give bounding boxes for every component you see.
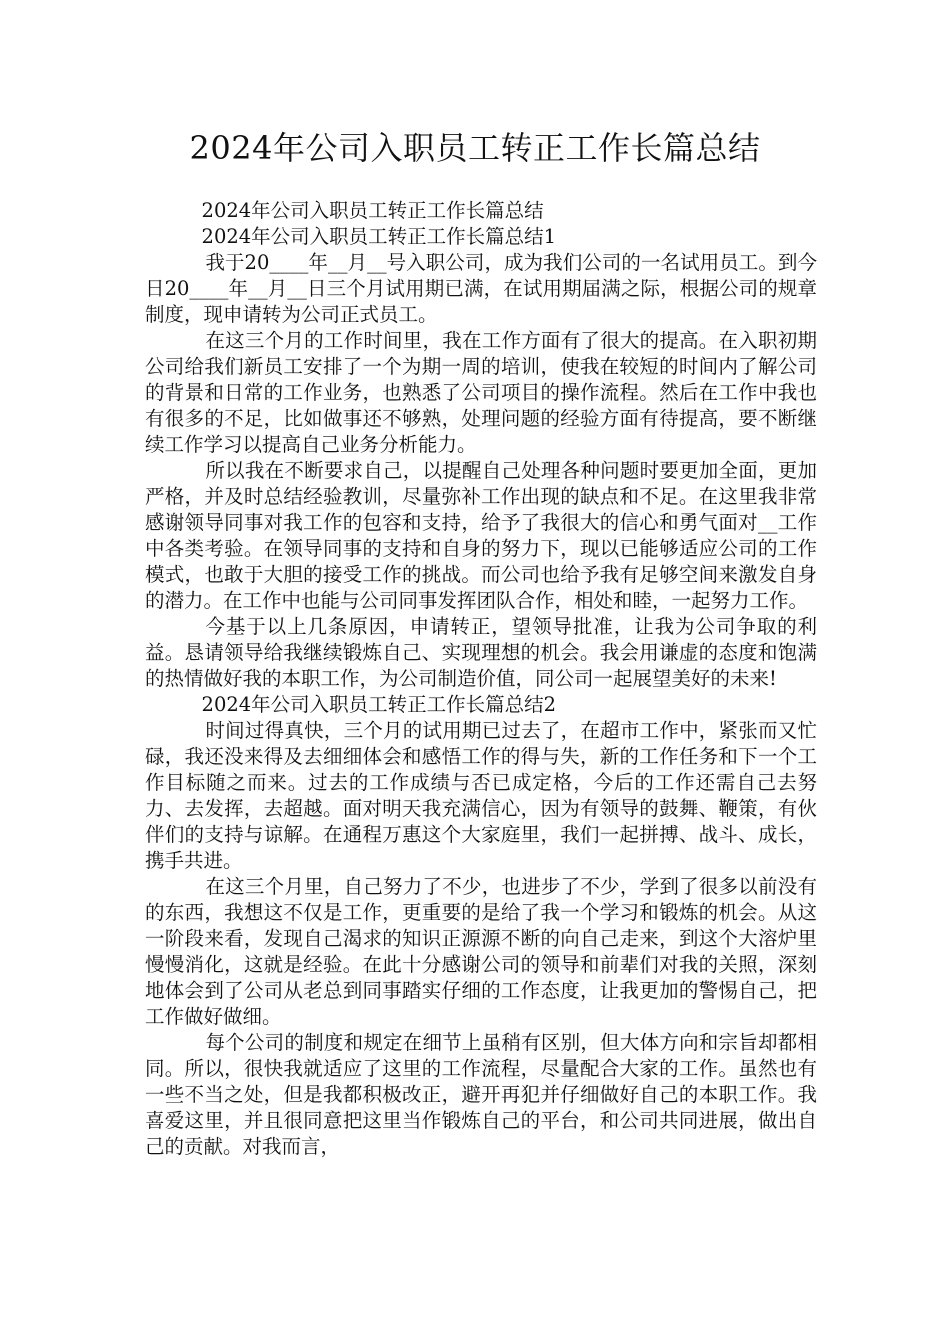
section-2-paragraph: 时间过得真快，三个月的试用期已过去了，在超市工作中，紧张而又忙碌，我还没来得及去细细体会和感悟工作的得与失，新的工作任务和下一个工作目标随之而来。过去的工作成绩与否已成定格，今后的工作还需自己去努力、去发挥，去超越。面对明天我充满信心，因为有领导的鼓舞、鞭策，有伙伴们的支持与谅解。在通程万惠这个大家庭里，我们一起拼搏、战斗、成长，携手共进。 xyxy=(145,719,817,872)
section-1-paragraph: 在这三个月的工作时间里，我在工作方面有了很大的提高。在入职初期公司给我们新员工安排了一个为期一周的培训，使我在较短的时间内了解公司的背景和日常的工作业务，也熟悉了公司项目的操作流程。然后在工作中我也有很多的不足，比如做事还不够熟，处理问题的经验方面有待提高，要不断继续工作学习以提高自己业务分析能力。 xyxy=(145,329,817,456)
section-1-paragraph: 今基于以上几条原因，申请转正，望领导批准，让我为公司争取的利益。恳请领导给我继续锻炼自己、实现理想的机会。我会用谦虚的态度和饱满的热情做好我的本职工作，为公司制造价值，同公司一起展望美好的未来! xyxy=(145,615,817,690)
section-2-paragraph: 每个公司的制度和规定在细节上虽稍有区别，但大体方向和宗旨却都相同。所以，很快我就适应了这里的工作流程，尽量配合大家的工作。虽然也有一些不当之处，但是我都积极改正，避开再犯并仔细做好自己的本职工作。我喜爱这里，并且很同意把这里当作锻炼自己的平台，和公司共同进展，做出自己的贡献。对我而言， xyxy=(145,1031,817,1158)
section-1-heading: 2024年公司入职员工转正工作长篇总结1 xyxy=(201,225,557,248)
document-subtitle: 2024年公司入职员工转正工作长篇总结 xyxy=(201,199,544,222)
section-1-paragraph: 所以我在不断要求自己，以提醒自己处理各种问题时要更加全面，更加严格，并及时总结经验教训，尽量弥补工作出现的缺点和不足。在这里我非常感谢领导同事对我工作的包容和支持，给予了我很大的信心和勇气面对__工作中各类考验。在领导同事的支持和自身的努力下，现以已能够适应公司的工作模式，也敢于大胆的接受工作的挑战。而公司也给予我有足够空间来激发自身的潜力。在工作中也能与公司同事发挥团队合作，相处和睦，一起努力工作。 xyxy=(145,459,817,612)
section-2-paragraph: 在这三个月里，自己努力了不少，也进步了不少，学到了很多以前没有的东西，我想这不仅是工作，更重要的是给了我一个学习和锻炼的机会。从这一阶段来看，发现自己渴求的知识正源源不断的向自己走来，到这个大溶炉里慢慢消化，这就是经验。在此十分感谢公司的领导和前辈们对我的关照，深刻地体会到了公司从老总到同事踏实仔细的工作态度，让我更加的警惕自己，把工作做好做细。 xyxy=(145,875,817,1028)
section-2-heading: 2024年公司入职员工转正工作长篇总结2 xyxy=(201,693,557,716)
document-title: 2024年公司入职员工转正工作长篇总结 xyxy=(189,129,761,167)
document-body xyxy=(145,198,817,1160)
section-1-paragraph: 我于20____年__月__号入职公司，成为我们公司的一名试用员工。到今日20____年__月__日三个月试用期已满，在试用期届满之际，根据公司的规章制度，现申请转为公司正式员工。 xyxy=(145,251,817,326)
